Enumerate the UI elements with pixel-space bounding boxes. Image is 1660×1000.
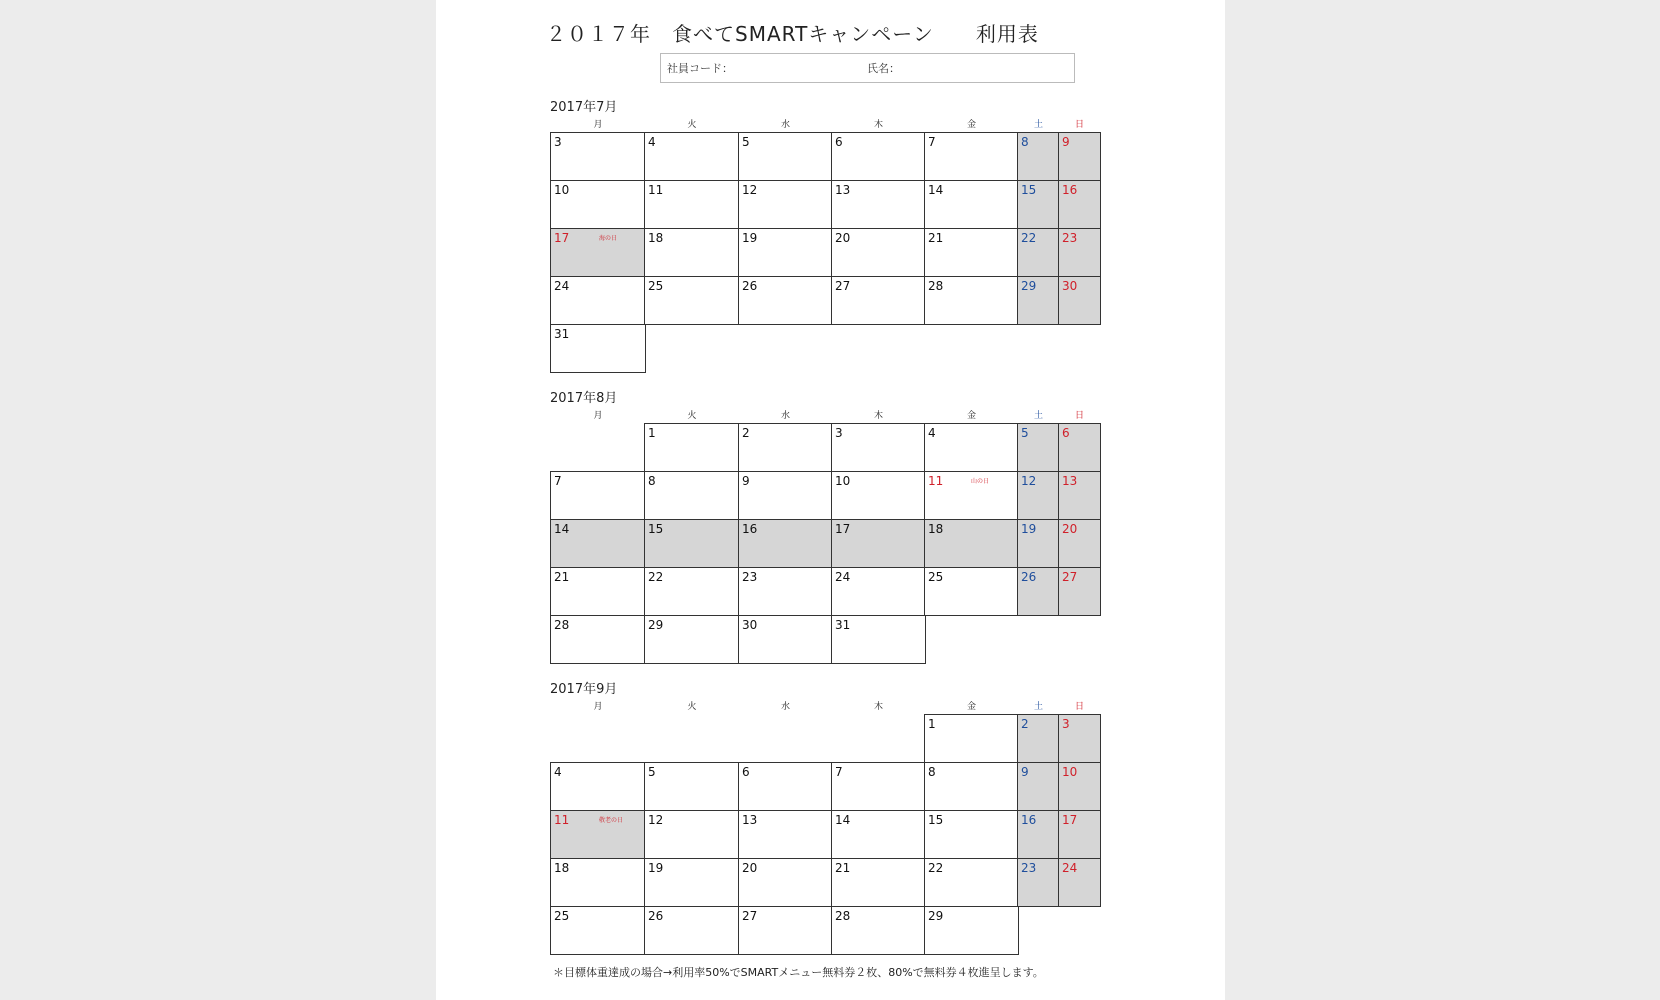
day-number: 22 — [1021, 231, 1037, 245]
day-cell — [1017, 423, 1060, 472]
day-cell — [644, 423, 740, 472]
day-cell — [1058, 810, 1101, 859]
day-cell — [1058, 180, 1101, 229]
day-cell — [1058, 423, 1101, 472]
day-number: 22 — [648, 570, 664, 584]
day-number: 12 — [648, 813, 664, 827]
day-cell — [924, 180, 1019, 229]
day-number: 12 — [742, 183, 758, 197]
day-number: 20 — [835, 231, 851, 245]
weekday-header: 日 — [1074, 120, 1084, 130]
day-cell — [644, 567, 740, 616]
day-cell — [831, 567, 926, 616]
day-cell — [924, 762, 1019, 811]
day-cell — [550, 762, 646, 811]
day-cell — [550, 858, 646, 907]
day-number: 30 — [742, 618, 758, 632]
footnote: ＊目標体重達成の場合→利用率50%でSMARTメニュー無料券２枚、80%で無料券４枚進呈します。 — [553, 966, 1044, 979]
day-cell — [1058, 567, 1101, 616]
month-title: 2017年9月 — [550, 682, 618, 697]
day-cell — [1058, 714, 1101, 763]
day-cell — [1058, 519, 1101, 568]
day-number: 7 — [928, 135, 936, 149]
day-number: 14 — [835, 813, 851, 827]
day-number: 29 — [1021, 279, 1037, 293]
day-cell — [1017, 132, 1060, 181]
day-number: 5 — [648, 765, 656, 779]
day-number: 10 — [1062, 765, 1078, 779]
weekday-header: 水 — [780, 702, 790, 712]
day-number: 8 — [928, 765, 936, 779]
day-number: 31 — [554, 327, 570, 341]
day-cell — [738, 858, 833, 907]
day-cell — [644, 228, 740, 277]
day-number: 26 — [742, 279, 758, 293]
day-cell — [1017, 810, 1060, 859]
day-number: 13 — [835, 183, 851, 197]
day-number: 4 — [554, 765, 562, 779]
day-cell — [550, 567, 646, 616]
day-number: 4 — [648, 135, 656, 149]
holiday-label: 海の日 — [599, 235, 618, 242]
day-number: 13 — [742, 813, 758, 827]
day-cell — [738, 906, 833, 955]
day-cell — [644, 132, 740, 181]
day-cell — [831, 471, 926, 520]
day-number: 23 — [742, 570, 758, 584]
day-number: 15 — [928, 813, 944, 827]
day-cell — [1058, 762, 1101, 811]
weekday-header: 火 — [687, 411, 697, 421]
day-cell — [924, 858, 1019, 907]
day-number: 25 — [928, 570, 944, 584]
day-number: 5 — [1021, 426, 1029, 440]
day-number: 7 — [554, 474, 562, 488]
day-cell — [1017, 567, 1060, 616]
employee-id-box — [660, 53, 1075, 83]
day-number: 9 — [1021, 765, 1029, 779]
day-cell — [738, 423, 833, 472]
day-cell — [831, 858, 926, 907]
holiday-label: 山の日 — [971, 478, 990, 485]
day-number: 6 — [1062, 426, 1070, 440]
day-cell — [1058, 228, 1101, 277]
weekday-header: 金 — [966, 411, 976, 421]
day-cell — [738, 810, 833, 859]
day-number: 8 — [648, 474, 656, 488]
day-cell — [1017, 471, 1060, 520]
day-number: 18 — [928, 522, 944, 536]
day-number: 1 — [648, 426, 656, 440]
day-number: 2 — [1021, 717, 1029, 731]
day-cell — [550, 471, 646, 520]
weekday-header: 月 — [593, 411, 603, 421]
day-cell — [831, 132, 926, 181]
day-number: 25 — [554, 909, 570, 923]
day-cell — [1017, 228, 1060, 277]
day-number: 28 — [835, 909, 851, 923]
day-cell — [1058, 276, 1101, 325]
day-cell — [738, 132, 833, 181]
day-number: 24 — [835, 570, 851, 584]
day-number: 20 — [1062, 522, 1078, 536]
usage-sheet-page — [436, 0, 1225, 1000]
day-number: 18 — [648, 231, 664, 245]
day-number: 25 — [648, 279, 664, 293]
day-number: 3 — [554, 135, 562, 149]
weekday-header: 月 — [593, 702, 603, 712]
day-cell — [550, 519, 646, 568]
day-number: 23 — [1021, 861, 1037, 875]
weekday-header: 火 — [687, 120, 697, 130]
day-number: 21 — [928, 231, 944, 245]
day-cell — [550, 615, 646, 664]
day-cell — [1058, 132, 1101, 181]
day-cell — [738, 762, 833, 811]
weekday-header: 木 — [873, 411, 883, 421]
employee-code-label: 社員コード： — [667, 62, 733, 75]
day-cell — [644, 762, 740, 811]
day-cell — [1017, 858, 1060, 907]
day-number: 31 — [835, 618, 851, 632]
day-number: 18 — [554, 861, 570, 875]
day-number: 9 — [1062, 135, 1070, 149]
day-cell — [1017, 762, 1060, 811]
day-cell — [550, 132, 646, 181]
day-cell — [550, 906, 646, 955]
weekday-header: 火 — [687, 702, 697, 712]
day-cell — [644, 906, 740, 955]
day-cell — [1058, 858, 1101, 907]
day-number: 17 — [835, 522, 851, 536]
day-cell — [831, 762, 926, 811]
day-cell — [831, 228, 926, 277]
day-cell — [644, 810, 740, 859]
day-cell — [924, 471, 1019, 520]
day-number: 21 — [835, 861, 851, 875]
weekday-header: 水 — [780, 120, 790, 130]
day-number: 27 — [1062, 570, 1078, 584]
day-number: 11 — [554, 813, 570, 827]
day-number: 19 — [1021, 522, 1037, 536]
day-cell — [924, 906, 1019, 955]
day-number: 22 — [928, 861, 944, 875]
day-number: 13 — [1062, 474, 1078, 488]
weekday-header: 木 — [873, 702, 883, 712]
day-cell — [831, 423, 926, 472]
weekday-header: 木 — [873, 120, 883, 130]
day-number: 10 — [835, 474, 851, 488]
day-cell — [924, 228, 1019, 277]
day-number: 28 — [928, 279, 944, 293]
day-cell — [924, 810, 1019, 859]
day-number: 27 — [742, 909, 758, 923]
day-number: 7 — [835, 765, 843, 779]
day-cell — [550, 228, 646, 277]
weekday-header: 土 — [1033, 120, 1043, 130]
day-number: 26 — [1021, 570, 1037, 584]
weekday-header: 月 — [593, 120, 603, 130]
day-number: 29 — [928, 909, 944, 923]
day-cell — [644, 519, 740, 568]
weekday-header: 土 — [1033, 411, 1043, 421]
day-cell — [831, 276, 926, 325]
day-cell — [738, 228, 833, 277]
weekday-header: 土 — [1033, 702, 1043, 712]
day-number: 21 — [554, 570, 570, 584]
day-cell — [1017, 714, 1060, 763]
day-number: 11 — [928, 474, 944, 488]
day-number: 5 — [742, 135, 750, 149]
day-number: 6 — [742, 765, 750, 779]
day-cell — [550, 324, 646, 373]
day-number: 19 — [648, 861, 664, 875]
day-number: 19 — [742, 231, 758, 245]
day-number: 30 — [1062, 279, 1078, 293]
day-cell — [644, 858, 740, 907]
day-cell — [1017, 276, 1060, 325]
weekday-header: 水 — [780, 411, 790, 421]
day-number: 15 — [648, 522, 664, 536]
day-number: 4 — [928, 426, 936, 440]
day-number: 16 — [1062, 183, 1078, 197]
day-cell — [738, 567, 833, 616]
day-cell — [644, 615, 740, 664]
day-number: 24 — [1062, 861, 1078, 875]
day-number: 17 — [554, 231, 570, 245]
employee-name-label: 氏名： — [867, 62, 900, 75]
day-cell — [644, 180, 740, 229]
day-cell — [831, 180, 926, 229]
day-cell — [831, 615, 926, 664]
day-number: 16 — [1021, 813, 1037, 827]
day-number: 29 — [648, 618, 664, 632]
day-number: 26 — [648, 909, 664, 923]
day-cell — [738, 615, 833, 664]
day-cell — [644, 471, 740, 520]
day-number: 16 — [742, 522, 758, 536]
day-cell — [644, 276, 740, 325]
day-number: 23 — [1062, 231, 1078, 245]
day-number: 3 — [1062, 717, 1070, 731]
month-title: 2017年8月 — [550, 391, 618, 406]
weekday-header: 金 — [966, 702, 976, 712]
day-cell — [924, 132, 1019, 181]
day-number: 20 — [742, 861, 758, 875]
day-number: 14 — [554, 522, 570, 536]
day-cell — [924, 714, 1019, 763]
day-cell — [550, 180, 646, 229]
day-number: 6 — [835, 135, 843, 149]
holiday-label: 敬老の日 — [599, 817, 624, 824]
day-cell — [738, 471, 833, 520]
day-cell — [738, 519, 833, 568]
weekday-header: 金 — [966, 120, 976, 130]
weekday-header: 日 — [1074, 702, 1084, 712]
day-number: 9 — [742, 474, 750, 488]
day-cell — [924, 567, 1019, 616]
day-cell — [1017, 180, 1060, 229]
day-cell — [550, 810, 646, 859]
day-number: 28 — [554, 618, 570, 632]
day-number: 27 — [835, 279, 851, 293]
day-number: 12 — [1021, 474, 1037, 488]
page-title: ２０１７年 食べてSMARTキャンペーン 利用表 — [546, 22, 1039, 46]
day-cell — [738, 180, 833, 229]
day-cell — [550, 276, 646, 325]
day-number: 14 — [928, 183, 944, 197]
day-cell — [924, 423, 1019, 472]
weekday-header: 日 — [1074, 411, 1084, 421]
day-cell — [924, 519, 1019, 568]
day-number: 11 — [648, 183, 664, 197]
day-number: 1 — [928, 717, 936, 731]
day-cell — [831, 519, 926, 568]
day-number: 8 — [1021, 135, 1029, 149]
day-number: 15 — [1021, 183, 1037, 197]
month-title: 2017年7月 — [550, 100, 618, 115]
day-number: 2 — [742, 426, 750, 440]
day-number: 10 — [554, 183, 570, 197]
day-cell — [831, 810, 926, 859]
day-cell — [738, 276, 833, 325]
day-cell — [1058, 471, 1101, 520]
day-number: 24 — [554, 279, 570, 293]
day-cell — [924, 276, 1019, 325]
day-cell — [1017, 519, 1060, 568]
day-cell — [831, 906, 926, 955]
day-number: 3 — [835, 426, 843, 440]
day-number: 17 — [1062, 813, 1078, 827]
